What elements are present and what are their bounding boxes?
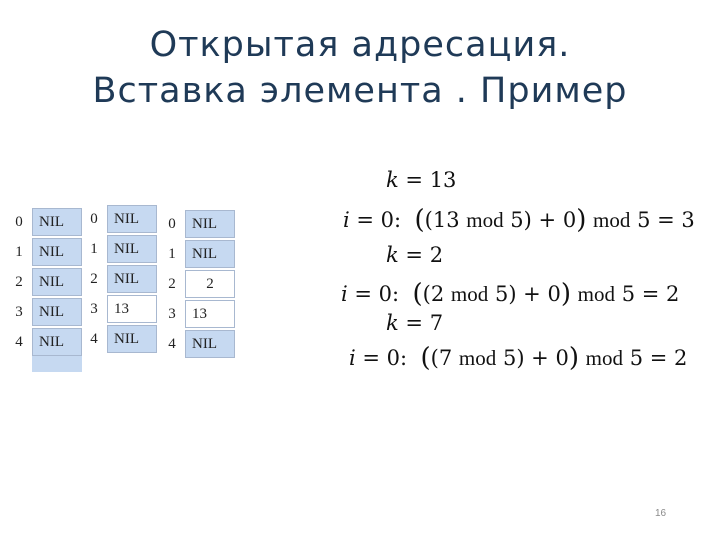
title-line-1: Открытая адресация.	[149, 25, 571, 65]
expr3-b: 5	[502, 346, 517, 370]
k1-value: 13	[429, 168, 457, 192]
table-cell-inserted: 13	[107, 295, 157, 323]
table-index: 2	[15, 274, 23, 290]
k3-value: 7	[429, 311, 444, 335]
table-cell: NIL	[185, 240, 235, 268]
table-cell: NIL	[32, 268, 82, 296]
table-cell: NIL	[32, 238, 82, 266]
table-cell: NIL	[107, 205, 157, 233]
table-index: 1	[15, 244, 23, 260]
table-cell: NIL	[32, 328, 82, 356]
table-index: 1	[90, 241, 98, 257]
formula-k3: k = 7	[386, 311, 444, 335]
expr3-c: 0	[555, 346, 569, 370]
table-index: 3	[15, 304, 23, 320]
expr2-d: 5	[621, 282, 636, 306]
result-2: 2	[666, 282, 680, 306]
mod-op: mod	[593, 208, 631, 232]
table-cell: NIL	[32, 208, 82, 236]
table-column-tail	[32, 356, 82, 372]
formula-k1: k = 13	[386, 168, 457, 192]
page-number: 16	[655, 508, 667, 519]
mod-op: mod	[466, 208, 504, 232]
expr3-a: 7	[438, 346, 453, 370]
expr3-d: 5	[629, 346, 644, 370]
table-cell: 13	[185, 300, 235, 328]
table-index: 3	[90, 301, 98, 317]
k2-value: 2	[429, 243, 444, 267]
slide-title	[0, 22, 720, 114]
table-index: 0	[90, 211, 98, 227]
table-cell: NIL	[107, 325, 157, 353]
expr2-c: 0	[547, 282, 561, 306]
table-index: 4	[168, 336, 176, 352]
expr2-a: 2	[430, 282, 445, 306]
table-index: 3	[168, 306, 176, 322]
title-line-2: Вставка элемента . Пример	[92, 71, 628, 111]
table-index: 2	[90, 271, 98, 287]
formula-k2: k = 2	[386, 243, 444, 267]
table-index: 0	[168, 216, 176, 232]
mod-op: mod	[458, 346, 497, 370]
expr1-c: 0	[562, 208, 577, 232]
expr1-d: 5	[637, 208, 651, 232]
table-index: 4	[15, 334, 23, 350]
mod-op: mod	[585, 346, 624, 370]
formula-i2: i = 0: ((2 mod 5) + 0) mod 5 = 2	[341, 279, 680, 309]
expr2-b: 5	[494, 282, 509, 306]
mod-op: mod	[450, 282, 489, 306]
expr1-a: 13	[432, 208, 460, 232]
result-3: 2	[674, 346, 688, 370]
table-cell: NIL	[185, 210, 235, 238]
result-1: 3	[681, 208, 695, 232]
table-index: 2	[168, 276, 176, 292]
i3-value: 0	[386, 346, 401, 370]
mod-op: mod	[577, 282, 616, 306]
table-index: 4	[90, 331, 98, 347]
table-cell: NIL	[32, 298, 82, 326]
expr1-b: 5	[510, 208, 524, 232]
table-cell: NIL	[107, 265, 157, 293]
table-cell: NIL	[185, 330, 235, 358]
i1-value: 0	[380, 208, 395, 232]
table-cell-inserted: 2	[185, 270, 235, 298]
i2-value: 0	[378, 282, 393, 306]
table-cell: NIL	[107, 235, 157, 263]
formula-i3: i = 0: ((7 mod 5) + 0) mod 5 = 2	[349, 343, 688, 373]
formula-i1: i = 0: ((13 mod 5) + 0) mod 5 = 3	[343, 205, 695, 235]
table-index: 1	[168, 246, 176, 262]
table-index: 0	[15, 214, 23, 230]
